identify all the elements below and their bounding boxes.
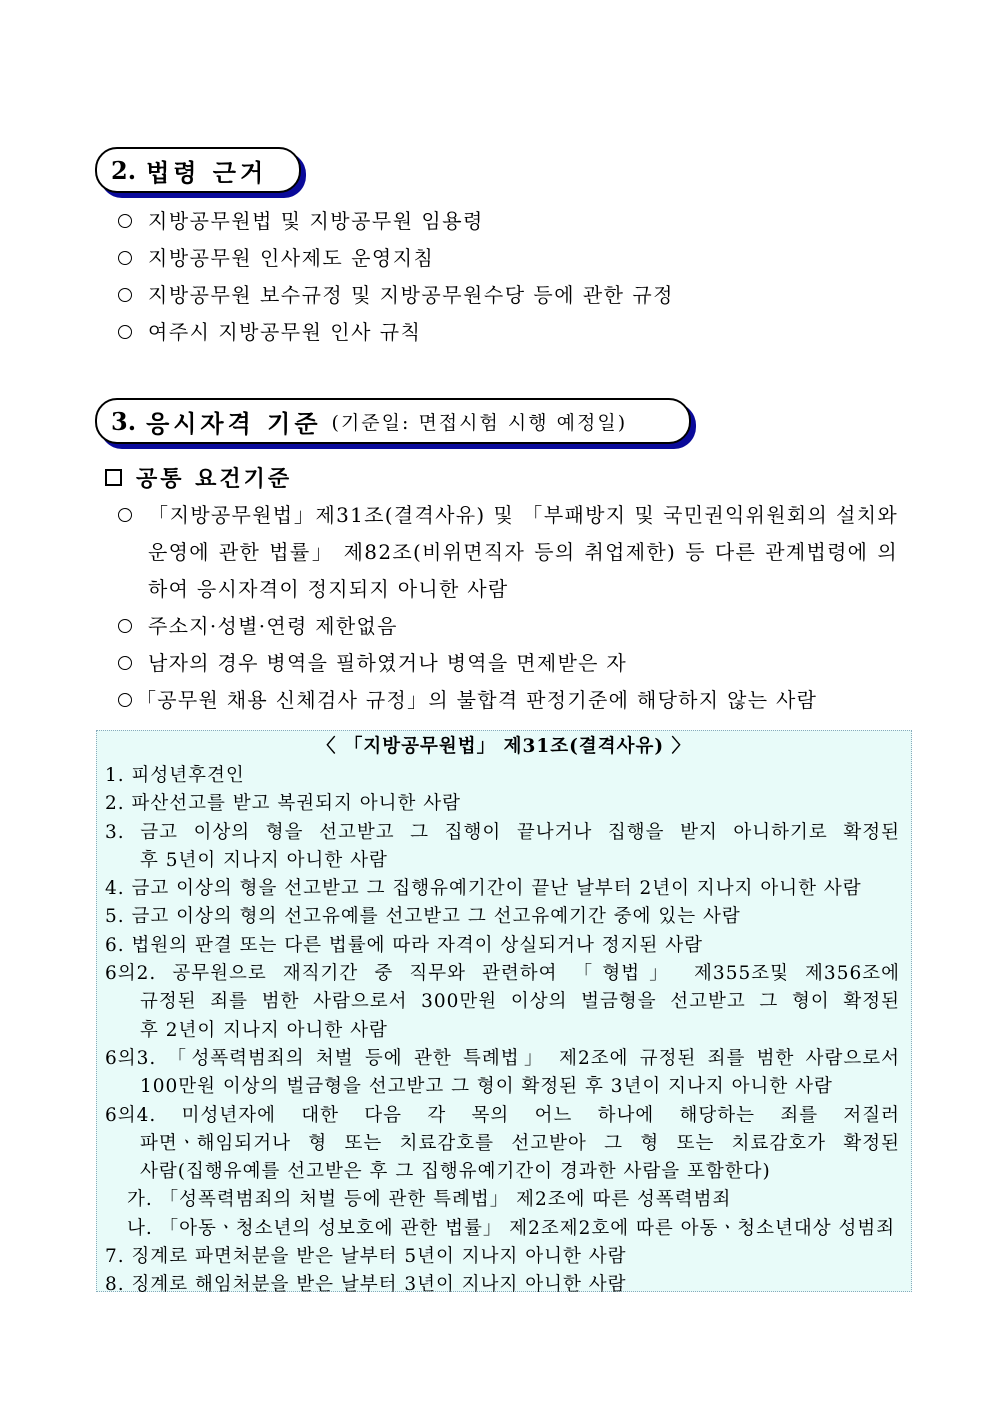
note-line: 후 5년이 지나지 아니한 사람: [140, 849, 388, 871]
note-title: 〈 「지방공무원법」 제31조(결격사유) 〉: [316, 736, 692, 757]
list-item: 지방공무원 보수규정 및 지방공무원수당 등에 관한 규정: [118, 277, 674, 314]
note-line: 2. 파산선고를 받고 복권되지 아니한 사람: [105, 793, 461, 815]
list-item: 남자의 경우 병역을 필하였거나 병역을 면제받은 자: [118, 645, 908, 682]
note-line: 규정된 죄를 범한 사람으로서 300만원 이상의 벌금형을 선고받고 그 형이 확정된: [140, 991, 900, 1013]
circle-bullet-icon: [118, 656, 132, 670]
note-line: 4. 금고 이상의 형을 선고받고 그 집행유예기간이 끝난 날부터 2년이 지나지 아니한 사람: [105, 878, 862, 900]
section-3-subtitle: (기준일: 면접시험 시행 예정일): [331, 411, 628, 434]
square-bullet-icon: [105, 469, 122, 486]
common-requirements-heading: 공통 요건기준: [105, 462, 292, 493]
note-line: 6의2. 공무원으로 재직기간 중 직무와 관련하여 「형법」 제355조및 제356조에: [105, 963, 900, 985]
note-line: 7. 징계로 파면처분을 받은 날부터 5년이 지나지 아니한 사람: [105, 1246, 627, 1268]
disqualification-note-box: [96, 730, 912, 1296]
note-line: 6. 법원의 판결 또는 다른 법률에 따라 자격이 상실되거나 정지된 사람: [105, 934, 703, 956]
circle-bullet-icon: [118, 325, 132, 339]
section-2-list: [118, 203, 674, 351]
section-3-title: 응시자격 기준: [146, 408, 322, 438]
list-item: 「공무원 채용 신체검사 규정」의 불합격 판정기준에 해당하지 않는 사람: [118, 682, 908, 719]
list-item: 지방공무원 인사제도 운영지침: [118, 240, 674, 277]
note-line: 나. 「아동ㆍ청소년의 성보호에 관한 법률」 제2조제2호에 따른 아동ㆍ청소년대상 성범죄: [127, 1217, 896, 1239]
note-line: 후 2년이 지나지 아니한 사람: [140, 1019, 388, 1041]
note-line: 파면ㆍ해임되거나 형 또는 치료감호를 선고받아 그 형 또는 치료감호가 확정된: [140, 1132, 900, 1154]
list-item: 지방공무원법 및 지방공무원 임용령: [118, 203, 674, 240]
section-3-number: 3.: [111, 406, 137, 436]
list-item: 주소지·성별·연령 제한없음: [118, 608, 908, 645]
note-line: 100만원 이상의 벌금형을 선고받고 그 형이 확정된 후 3년이 지나지 아니한 사람: [140, 1076, 833, 1098]
note-line: 1. 피성년후견인: [105, 765, 245, 786]
circle-bullet-icon: [118, 619, 132, 633]
requirements-list: [118, 497, 908, 719]
note-line: 5. 금고 이상의 형의 선고유예를 선고받고 그 선고유예기간 중에 있는 사람: [105, 906, 741, 928]
circle-bullet-icon: [118, 251, 132, 265]
circle-bullet-icon: [118, 693, 132, 707]
note-line: 3. 금고 이상의 형을 선고받고 그 집행이 끝나거나 집행을 받지 아니하기로 확정된: [105, 821, 900, 843]
section-2-header: [95, 147, 301, 193]
note-line: 6의3. 「성폭력범죄의 처벌 등에 관한 특례법」 제2조에 규정된 죄를 범한 사람으로서: [105, 1047, 900, 1069]
note-line: 8. 징계로 해임처분을 받은 날부터 3년이 지나지 아니한 사람: [105, 1274, 627, 1296]
section-3-header: [95, 398, 691, 444]
list-item: 여주시 지방공무원 인사 규칙: [118, 314, 674, 351]
circle-bullet-icon: [118, 288, 132, 302]
note-line: 6의4. 미성년자에 대한 다음 각 목의 어느 하나에 해당하는 죄를 저질러: [105, 1104, 900, 1126]
circle-bullet-icon: [118, 508, 132, 522]
circle-bullet-icon: [118, 214, 132, 228]
note-line: 가. 「성폭력범죄의 처벌 등에 관한 특례법」 제2조에 따른 성폭력범죄: [127, 1189, 732, 1211]
note-line: 사람(집행유예를 선고받은 후 그 집행유예기간이 경과한 사람을 포함한다): [140, 1161, 771, 1183]
section-2-title: 법령 근거: [146, 157, 268, 187]
section-2-number: 2.: [111, 155, 137, 185]
list-item: 「지방공무원법」제31조(결격사유) 및 「부패방지 및 국민권익위원회의 설치와 운영에 관한 법률」 제82조(비위면직자 등의 취업제한) 등 다른 관계법령에 의하여 응시자격이 정지되지 아니한 사람: [118, 497, 908, 608]
